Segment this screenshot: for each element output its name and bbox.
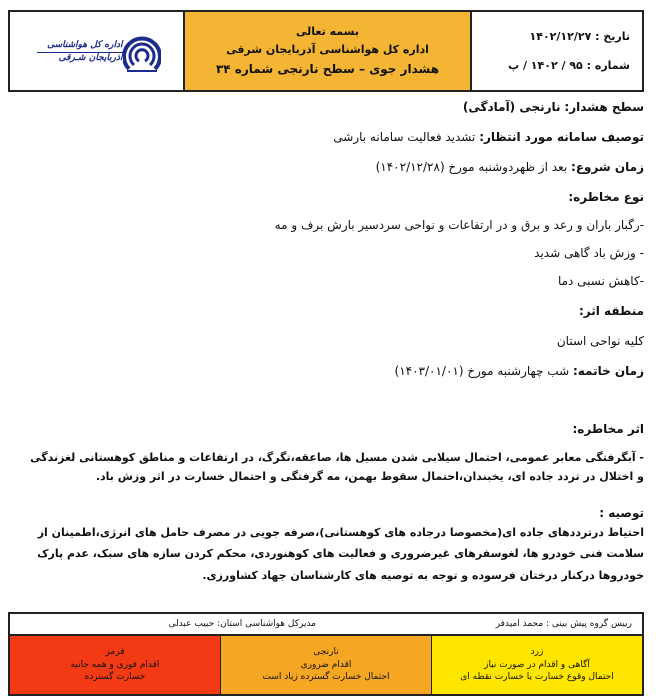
organization-name: اداره کل هواشناسی آذربایجان شرقی (226, 43, 429, 57)
logo-line-2: آذربایجان شـرقی (58, 52, 123, 63)
warning-level-legend (10, 636, 642, 694)
end-time-value: شب چهارشنبه مورخ (۱۴۰۳/۰۱/۰۱) (394, 364, 570, 378)
header-date-block (472, 12, 642, 90)
level-red-name: قرمز (105, 647, 125, 658)
impact-area-value: کلیه نواحی استان (556, 334, 644, 348)
level-yellow (431, 636, 642, 694)
bismillah: بسمه تعالی (296, 24, 359, 38)
start-time-value: بعد از ظهردوشنبه مورخ (۱۴۰۲/۱۲/۲۸) (375, 160, 568, 174)
hazard-impact-text: - آبگرفتگی معابر عمومی، احتمال سیلابی شدن مسیل ها، صاعقه،تگرگ، در ارتفاعات و مناطق کوهستانی لغزندگی و اختلال در تردد جاده ای، یخبندان،احتمال سقوط بهمن، مه گرفتگی و احتمال خسارت در اثر وزش باد. (30, 451, 644, 484)
advice-label: توصیه : (599, 506, 644, 520)
start-time-row (28, 158, 644, 176)
warning-title: هشدار جوی – سطح نارنجی شماره ۳۴ (215, 61, 440, 76)
hazard-type-label: نوع مخاطره: (568, 190, 644, 204)
forecast-head-signature: رییس گروه پیش بینی : محمد امیدفر (495, 619, 632, 629)
system-label: توصیف سامانه مورد انتظار: (479, 130, 644, 144)
level-orange-name: نارنجی (313, 647, 339, 658)
level-yellow-impact: احتمال وقوع خسارت یا خسارت نقطه ای (460, 672, 614, 683)
warning-level-label: سطح هشدار: (564, 100, 644, 114)
organization-logo (10, 12, 185, 90)
meteorology-emblem-icon (123, 29, 161, 73)
hazard-impact-label: اثر مخاطره: (572, 422, 644, 436)
hazard-item: -رگبار باران و رعد و برق و در ارتفاعات و نواحی سردسیر بارش برف و مه (274, 218, 644, 232)
level-red (10, 636, 220, 694)
start-time-label: زمان شروع: (571, 160, 644, 174)
letter-date: تاریخ : ۱۴۰۲/۱۲/۲۷ (529, 30, 630, 43)
warning-level-row (28, 98, 644, 116)
end-time-row (28, 362, 644, 380)
level-orange (220, 636, 431, 694)
level-orange-action: اقدام ضروری (300, 659, 352, 670)
director-signature: مدیرکل هواشناسی استان: حبیب عبدلی (168, 619, 316, 629)
logo-line-1: اداره کل هواشناسی (47, 39, 123, 50)
advice-text: احتیاط درترددهای جاده ای(مخصوصا درجاده های کوهستانی)،صرفه جویی در مصرف حامل های انرژی،اطمینان از سلامت فنی خودرو ها، لغوسفرهای غیرضروری و فعالیت های کوهنوردی، محکم کردن سازه های سبک، عدم پارک خودروها درکنار درختان فرسوده و توجه به توصیه های کارشناسان جهاد کشاورزی. (37, 526, 644, 582)
hazard-item: -کاهش نسبی دما (557, 274, 644, 288)
letter-number: شماره : ۹۵ / ۱۴۰۲ / پ (508, 59, 630, 72)
hazard-item: - وزش باد گاهی شدید (534, 246, 644, 260)
end-time-label: زمان خاتمه: (572, 364, 644, 378)
warning-level-value: نارنجی (آمادگی) (462, 100, 561, 114)
warning-body (8, 94, 644, 596)
level-yellow-action: آگاهی و اقدام در صورت نیاز (484, 659, 590, 670)
document-header (8, 10, 644, 92)
system-value: تشدید فعالیت سامانه بارشی (333, 130, 476, 144)
level-orange-impact: احتمال خسارت گسترده زیاد است (262, 672, 390, 683)
level-yellow-name: زرد (530, 647, 544, 658)
system-row (28, 128, 644, 146)
warning-footer (8, 612, 644, 696)
impact-area-label: منطقه اثر: (579, 304, 644, 318)
level-red-impact: خسارت گسترده (84, 672, 146, 683)
level-red-action: اقدام فوری و همه جانبه (70, 659, 160, 670)
signature-row (10, 614, 642, 636)
header-title-block (185, 12, 472, 90)
